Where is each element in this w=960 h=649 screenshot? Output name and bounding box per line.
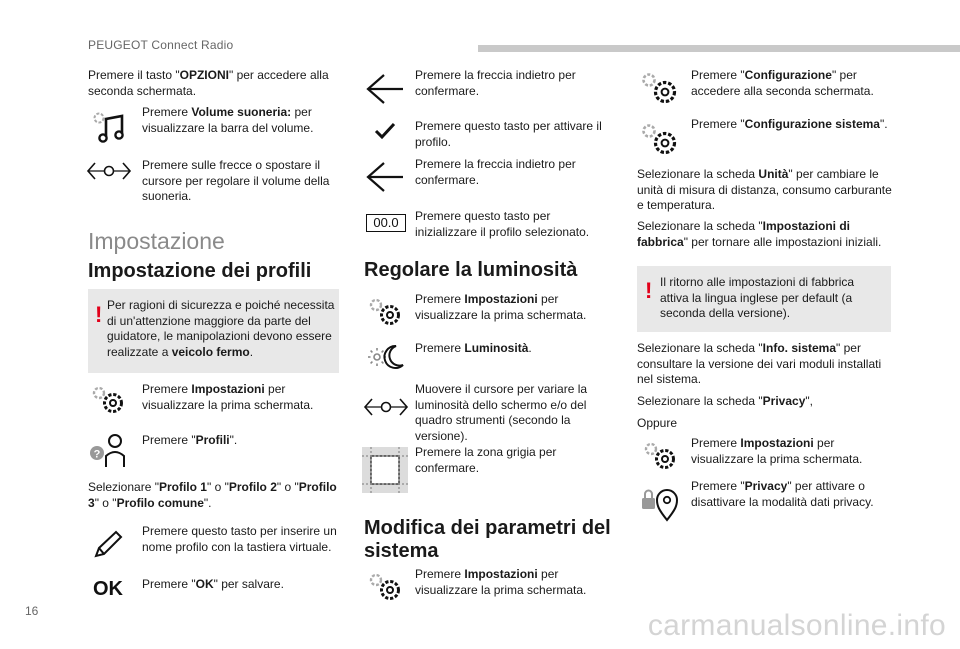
brightness-text: Premere Luminosità. bbox=[415, 341, 532, 355]
privacy-text: Premere "Privacy" per attivare o disattivare la modalità dati privacy. bbox=[691, 479, 874, 509]
grey-zone-text: Premere la zona grigia per confermare. bbox=[415, 445, 557, 475]
profiles-heading: Impostazione dei profili bbox=[88, 260, 312, 282]
brightness-slider-text: Muovere il cursore per variare la luminosità dello schermo e/o del quadro strumenti (secondo la versione). bbox=[415, 382, 588, 443]
profiles-text: Premere "Profili". bbox=[142, 433, 238, 447]
settings-gears-icon bbox=[90, 384, 128, 416]
configuration-text: Premere "Configurazione" per accedere alla seconda schermata. bbox=[691, 68, 874, 98]
keyboard-text: Premere questo tasto per inserire un nome profilo con la tastiera virtuale. bbox=[142, 524, 337, 554]
settings-text: Premere Impostazioni per visualizzare la prima schermata. bbox=[142, 382, 314, 412]
watermark: carmanualsonline.info bbox=[647, 609, 946, 642]
system-heading: Modifica dei parametri del sistema bbox=[364, 517, 611, 562]
settings-text-4: Premere Impostazioni per visualizzare la prima schermata. bbox=[691, 436, 863, 466]
volume-slider-text: Premere sulle frecce o spostare il cursore per regolare il volume della suoneria. bbox=[142, 158, 330, 203]
section-title: Impostazione bbox=[88, 228, 225, 254]
slider-arrows-icon bbox=[362, 395, 410, 419]
reset-text: Premere questo tasto per inizializzare il profilo selezionato. bbox=[415, 209, 590, 239]
configuration-gears-icon bbox=[640, 71, 680, 107]
units-text: Selezionare la scheda Unità" per cambiare le unità di misura di distanza, consumo carburante e temperatura. bbox=[637, 167, 892, 212]
checkmark-icon bbox=[373, 121, 397, 141]
header-divider-bar bbox=[478, 45, 960, 52]
settings-gears-icon bbox=[367, 571, 405, 603]
activate-text: Premere questo tasto per attivare il profilo. bbox=[415, 119, 602, 149]
settings-text-2: Premere Impostazioni per visualizzare la prima schermata. bbox=[415, 292, 587, 322]
factory-text: Selezionare la scheda "Impostazioni di fabbrica" per tornare alle impostazioni iniziali. bbox=[637, 219, 882, 249]
factory-warning-text: Il ritorno alle impostazioni di fabbrica attiva la lingua inglese per default (a seconda della versione). bbox=[660, 275, 855, 320]
reset-button-icon: 00.0 bbox=[366, 214, 406, 232]
music-gear-icon bbox=[90, 111, 130, 145]
settings-gears-icon bbox=[367, 296, 405, 328]
pencil-icon bbox=[92, 528, 126, 560]
brightness-heading: Regolare la luminosità bbox=[364, 259, 578, 281]
safety-warning-text: Per ragioni di sicurezza e poiché necessita di un'attenzione maggiore da parte del guidatore, le manipolazioni devono essere realizzate a veicolo fermo. bbox=[107, 298, 335, 359]
back-arrow-icon bbox=[364, 72, 406, 106]
warning-exclamation-icon: ! bbox=[645, 278, 653, 303]
system-info-text: Selezionare la scheda "Info. sistema" per consultare la versione dei vari moduli installati nel sistema. bbox=[637, 341, 882, 386]
privacy-lock-location-icon bbox=[640, 485, 680, 523]
back-text-1: Premere la freccia indietro per confermare. bbox=[415, 68, 576, 98]
intro-paragraph: Premere il tasto "OPZIONI" per accedere alla seconda schermata. bbox=[88, 68, 329, 98]
select-profile-text: Selezionare "Profilo 1" o "Profilo 2" o "Profilo 3" o "Profilo comune". bbox=[88, 480, 337, 510]
slider-arrows-icon bbox=[85, 159, 133, 183]
settings-text-3: Premere Impostazioni per visualizzare la prima schermata. bbox=[415, 567, 587, 597]
system-configuration-gears-icon bbox=[640, 122, 680, 158]
page-number: 16 bbox=[25, 604, 39, 618]
warning-exclamation-icon: ! bbox=[95, 302, 103, 327]
back-text-2: Premere la freccia indietro per confermare. bbox=[415, 157, 576, 187]
system-configuration-text: Premere "Configurazione sistema". bbox=[691, 117, 888, 131]
svg-text:?: ? bbox=[93, 448, 101, 461]
profile-person-icon bbox=[88, 432, 128, 470]
volume-text: Premere Volume suoneria: per visualizzare la barra del volume. bbox=[142, 105, 314, 135]
ok-text: Premere "OK" per salvare. bbox=[142, 577, 284, 591]
brightness-sun-moon-icon bbox=[366, 343, 406, 371]
or-text: Oppure bbox=[637, 416, 678, 430]
settings-gears-icon bbox=[642, 440, 680, 472]
back-arrow-icon bbox=[364, 160, 406, 194]
grey-zone-icon bbox=[362, 447, 408, 493]
privacy-tab-text: Selezionare la scheda "Privacy", bbox=[637, 394, 813, 408]
ok-icon: OK bbox=[93, 578, 123, 600]
header-title: PEUGEOT Connect Radio bbox=[88, 38, 234, 52]
